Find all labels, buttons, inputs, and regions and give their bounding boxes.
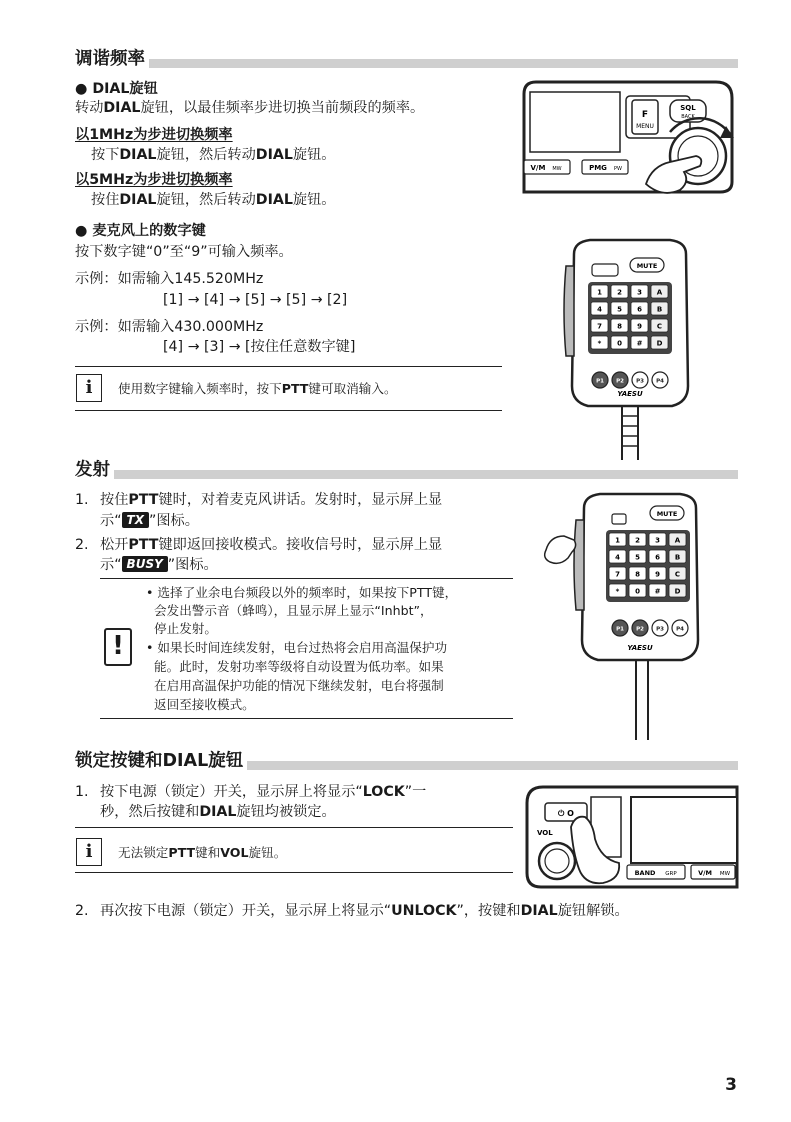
- mic-brand: YAESU: [617, 390, 643, 398]
- lock1-e: DIAL: [199, 804, 237, 820]
- lock1-d: 秒，然后按键和: [100, 804, 200, 820]
- lock-mw-label: MW: [719, 871, 731, 877]
- mic-key-label: *: [615, 587, 620, 596]
- keypad-heading: ● 麦克风上的数字键: [75, 223, 206, 239]
- mic-pkey-label: P2: [636, 626, 644, 633]
- mhz5-d: DIAL: [255, 192, 293, 208]
- lock1-b: LOCK: [362, 784, 405, 800]
- lock-step2-num: 2.: [75, 903, 89, 919]
- mic-key-label: 0: [635, 587, 640, 596]
- mic-key-label: 5: [635, 553, 640, 562]
- tx-step1-line1: [100, 491, 442, 510]
- note-c: 键可取消输入。: [308, 381, 397, 396]
- mic-key-label: D: [674, 587, 681, 596]
- dial-text: [75, 99, 424, 118]
- mic-key-label: B: [674, 553, 681, 562]
- lock-vol-label: VOL: [537, 829, 553, 837]
- mhz5-c: 旋钮，然后转动: [156, 192, 256, 208]
- mic-key-label: 8: [617, 322, 622, 331]
- tx-icon-badge: TX: [122, 512, 149, 528]
- lock1-f: 旋钮均被锁定。: [236, 804, 336, 820]
- lock2-c: ”，按键和: [456, 903, 521, 919]
- dial-text-a: 转动: [75, 100, 104, 116]
- mic-key-label: 3: [655, 536, 660, 545]
- mic-key-label: 6: [637, 305, 642, 314]
- radio-dial-illustration: [520, 78, 742, 198]
- ln-e: 旋钮。: [248, 845, 287, 860]
- lock-grp-label: GRP: [665, 871, 677, 877]
- mhz5-heading: 以5MHz为步进切换频率: [75, 172, 233, 188]
- mhz5-a: 按住: [91, 192, 120, 208]
- mic-key-label: 8: [635, 570, 640, 579]
- mic-key-label: B: [656, 305, 663, 314]
- keypad-heading-text: 麦克风上的数字键: [92, 223, 206, 239]
- ln-a: 无法锁定: [118, 845, 169, 860]
- mic-pkey-label: P3: [636, 378, 644, 385]
- section-title-lock: 锁定按键和DIAL旋钮: [75, 751, 247, 771]
- tx2-b: PTT: [128, 537, 159, 553]
- busy-icon-badge: BUSY: [122, 556, 168, 572]
- warn-rule-top: [100, 578, 513, 579]
- mic-key-label: *: [597, 339, 602, 348]
- mic-key-label: 9: [655, 570, 660, 579]
- tx1-a: 按住: [100, 492, 129, 508]
- radio-vm-label: V/M: [530, 164, 546, 172]
- tx-step2-line1: [100, 536, 442, 555]
- lock-note-rule-bottom: [75, 872, 513, 873]
- mhz5-e: 旋钮。: [292, 192, 336, 208]
- dial-heading-text: DIAL旋钮: [92, 81, 158, 97]
- warn-line: 会发出警示音（蜂鸣），且显示屏上显示“Inhbt”，: [154, 603, 433, 618]
- mic-key-label: C: [674, 570, 681, 579]
- mhz1-b: DIAL: [119, 147, 157, 163]
- section-title-tune: 调谐频率: [75, 49, 149, 69]
- lock2-d: DIAL: [520, 903, 558, 919]
- mic-key-label: 5: [617, 305, 622, 314]
- tx2-c: 键即返回接收模式。接收信号时，显示屏上显: [158, 537, 443, 553]
- section-title-tx: 发射: [75, 460, 114, 480]
- tx1-e: ”图标。: [148, 513, 199, 529]
- radio-menu-label: MENU: [636, 123, 654, 130]
- lock-vm-label: V/M: [698, 869, 712, 877]
- ln-b: PTT: [168, 845, 196, 860]
- tx-step2-line2: [100, 556, 218, 575]
- mhz1-e: 旋钮。: [292, 147, 336, 163]
- mic-pkey-label: P4: [656, 378, 664, 385]
- lock-note-text: [118, 844, 286, 861]
- mic-key-label: 9: [637, 322, 642, 331]
- note-rule-bottom: [75, 410, 502, 411]
- example1-keys: [1] → [4] → [5] → [5] → [2]: [163, 292, 348, 308]
- mic2-mute-label: MUTE: [656, 510, 678, 518]
- dial-text-b: DIAL: [103, 100, 141, 116]
- mhz1-a: 按下: [91, 147, 120, 163]
- mic-key-label: 7: [615, 570, 620, 579]
- tx1-b: PTT: [128, 492, 159, 508]
- tx2-a: 松开: [100, 537, 129, 553]
- lock-step2-text: [100, 902, 629, 921]
- mic-pkey-label: P2: [616, 378, 624, 385]
- radio-pmg-label: PMG: [589, 164, 607, 172]
- note-a: 使用数字键输入频率时，按下: [118, 381, 282, 396]
- mic-mute-label: MUTE: [636, 262, 658, 270]
- mic-key-label: 3: [637, 288, 642, 297]
- info-icon: i: [76, 374, 102, 402]
- mic-key-label: #: [636, 339, 643, 348]
- tx-step1-num: 1.: [75, 492, 89, 508]
- tx2-e: ”图标。: [167, 557, 218, 573]
- warn-line: • 如果长时间连续发射，电台过热将会启用高温保护功: [146, 640, 448, 655]
- mic-pkey-label: P3: [656, 626, 664, 633]
- ln-d: VOL: [220, 845, 249, 860]
- mic-key-label: 1: [597, 288, 602, 297]
- note-text: [118, 380, 397, 397]
- mic-key-label: 4: [615, 553, 620, 562]
- warn-line: 能。此时，发射功率等级将自动设置为低功率。如果: [154, 659, 444, 674]
- mic-key-label: 2: [635, 536, 640, 545]
- mic2-brand: YAESU: [627, 644, 653, 652]
- radio-lock-illustration: [523, 783, 741, 891]
- mhz1-text: [91, 146, 335, 165]
- mic-key-label: 7: [597, 322, 602, 331]
- mic-key-label: 4: [597, 305, 602, 314]
- radio-sql-label: SQL: [680, 104, 696, 112]
- warn-line: 返回至接收模式。: [154, 697, 255, 712]
- lock-step1-num: 1.: [75, 784, 89, 800]
- radio-pw-label: PW: [614, 166, 622, 172]
- note-b: PTT: [281, 381, 309, 396]
- radio-mw-label: MW: [552, 166, 562, 172]
- mic-key-label: 6: [655, 553, 660, 562]
- dial-heading: ● DIAL旋钮: [75, 81, 158, 97]
- warn-line: 在启用高温保护功能的情况下继续发射，电台将强制: [154, 678, 444, 693]
- power-lock-icon: ⏻ O: [558, 809, 574, 818]
- mhz5-b: DIAL: [119, 192, 157, 208]
- microphone-ptt-illustration: [540, 490, 710, 740]
- tx-step1-line2: [100, 512, 199, 531]
- mic-key-label: 1: [615, 536, 620, 545]
- mic-key-label: A: [674, 536, 681, 545]
- radio-f-label: F: [641, 110, 649, 120]
- keypad-text: 按下数字键“0”至“9”可输入频率。: [75, 244, 293, 260]
- warning-icon: !: [104, 628, 132, 666]
- mic-key-label: C: [656, 322, 663, 331]
- warn-line: 停止发射。: [154, 621, 217, 636]
- dial-text-c: 旋钮，以最佳频率步进切换当前频段的频率。: [140, 100, 425, 116]
- page-number: 3: [725, 1075, 737, 1095]
- tx1-d: 示“: [100, 513, 122, 529]
- mhz5-text: [91, 191, 335, 210]
- info-icon: i: [76, 838, 102, 866]
- warn-rule-bottom: [100, 718, 513, 719]
- mic-pkey-label: P1: [596, 378, 604, 385]
- mic-key-label: 2: [617, 288, 622, 297]
- microphone-illustration: [560, 236, 700, 460]
- mic-key-label: 0: [617, 339, 622, 348]
- section-bar-tune: [75, 59, 738, 68]
- warn-line: • 选择了业余电台频段以外的频率时，如果按下PTT键，: [146, 585, 458, 600]
- mhz1-d: DIAL: [255, 147, 293, 163]
- example2-keys: [4] → [3] → [按住任意数字键]: [163, 339, 356, 355]
- lock-step1-line2: [100, 803, 336, 822]
- mic-pkey-label: P4: [676, 626, 684, 633]
- lock-note-rule-top: [75, 827, 513, 828]
- lock-step1-line1: [100, 783, 426, 802]
- tx2-d: 示“: [100, 557, 122, 573]
- lock2-a: 再次按下电源（锁定）开关，显示屏上将显示“: [100, 903, 392, 919]
- mic-key-label: D: [656, 339, 663, 348]
- mic-key-label: #: [654, 587, 661, 596]
- mhz1-c: 旋钮，然后转动: [156, 147, 256, 163]
- mhz1-heading: 以1MHz为步进切换频率: [75, 127, 233, 143]
- tx-step2-num: 2.: [75, 537, 89, 553]
- example1-label: 示例：如需输入145.520MHz: [75, 271, 264, 287]
- lock2-e: 旋钮解锁。: [557, 903, 629, 919]
- lock2-b: UNLOCK: [391, 903, 457, 919]
- section-bar-tx: [75, 470, 738, 479]
- lock1-a: 按下电源（锁定）开关，显示屏上将显示“: [100, 784, 363, 800]
- note-rule-top: [75, 366, 502, 367]
- mic-key-label: A: [656, 288, 663, 297]
- ln-c: 键和: [195, 845, 221, 860]
- radio-back-label: BACK: [681, 114, 695, 120]
- lock-band-label: BAND: [634, 869, 656, 877]
- example2-label: 示例：如需输入430.000MHz: [75, 319, 264, 335]
- lock1-c: ”一: [404, 784, 427, 800]
- mic-pkey-label: P1: [616, 626, 624, 633]
- tx1-c: 键时，对着麦克风讲话。发射时，显示屏上显: [158, 492, 443, 508]
